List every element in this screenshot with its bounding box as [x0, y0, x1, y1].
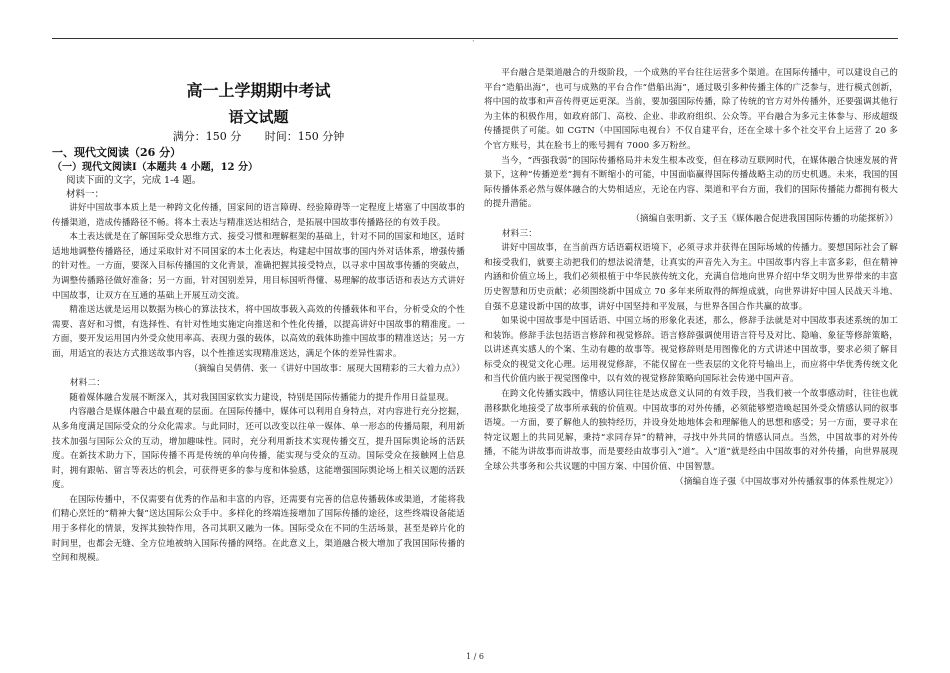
sub-heading: （一）现代文阅读Ⅰ（本题共 4 小题，12 分）	[52, 162, 258, 173]
paragraph: 内容融合是媒体融合中最直观的层面。在国际传播中，媒体可以利用自身特点，对内容进行充分挖掘，从多角度满足国际受众的分众化需求。与此同时，还可以改变以往单一媒体、单一形态的传播局限，利用新技术加强与国际公众的互动，增加趣味性。同时，充分利用新技术实现传播交互，提升国际舆论场的活跃度。在新技术助力下，国际传播不再是传统的单向传播，能实现与受众的互动。国际受众在接触网上信息时，拥有跟帖、留言等表达的机会，可获得更多的参与度和体验感，这能增强国际舆论场上相关议题的活跃度。	[52, 407, 465, 491]
paragraph: 讲好中国故事本质上是一种跨文化传播，国家间的语言障碍、经验障碍等一定程度上堵塞了中国故事的传播渠道，造成传播路径不畅。将本土表达与精准送达相结合，是拓展中国故事传播路径的有效手段。	[52, 203, 465, 228]
instruction: 阅读下面的文字，完成 1-4 题。	[66, 175, 202, 186]
paragraph: 平台融合是渠道融合的升级阶段，一个成熟的平台往往运营多个渠道。在国际传播中，可以建设自己的平台“造船出海”，也可与成熟的平台合作“借船出海”，通过吸引多种传播主体的广泛参与，进行模式创新，将中国的故事和声音传得更远更深。当前，要加强国际传播，除了传统的官方对外传播外，还要强调其他行为主体的积极作用，如政府部门、高校、企业、非政府组织、公众等。平台融合为多元主体参与、形成超级传播提供了可能。如 CGTN（中国国际电视台）不仅自建平台，还在全球十多个社交平台上运营了 20 多个官方账号，其在脸书上的账号拥有 7000 多万粉丝。	[484, 68, 898, 151]
exam-time: 时间：150 分钟	[264, 130, 345, 143]
paragraph: 在跨文化传播实践中，情感认同往往是达成意义认同的有效手段，当我们被一个故事感动时，往往也就潜移默化地接受了故事所承载的价值观。中国故事的对外传播，必须能够塑造唤起国外受众情感认同的叙事语境。一方面，要了解他人的独特经历，并设身处地地体会和理解他人的思想和感受；另一方面，要寻求在特定议题上的共同见解，秉持“求同存异”的精神，寻找中外共同的情感认同点。当然，中国故事的对外传播，不能为讲故事而讲故事，而是要经由故事引入“道”。入“道”就是经由中国故事的对外传播，向世界展现全球公共事务和公共议题的中国方案、中国价值、中国智慧。	[484, 389, 898, 473]
material1-source: （摘编自吴倩倩、张一《讲好中国故事：展现大国精彩的三大着力点》）	[189, 363, 465, 374]
exam-subject: 语文试题	[228, 108, 289, 126]
right-column-body	[484, 66, 898, 489]
paragraph: 当今，“西强我弱”的国际传播格局并未发生根本改变，但在移动互联网时代，在媒体融合快速发展的背景下，这种“传播逆差”拥有不断缩小的可能，中国面临赢得国际传播战略主动的历史机遇。未来，我国的国际传播体系必然与媒体融合的大势相适应，无论在内容、渠道和平台方面，我们的国际传播能力都拥有极大的提升潜能。	[484, 155, 898, 210]
paragraph: 在国际传播中，不仅需要有优秀的作品和丰富的内容，还需要有完善的信息传播载体或渠道，才能将我们精心烹饪的“精神大餐”送达国际公众手中。多样化的终端连接增加了国际传播的途径，这些终端设备能适用于多样化的情景，发挥其独特作用，各司其职又融为一体。国际受众在不同的生活场景，甚至是碎片化的时间里，也都会无缝、全方位地被纳入国际传播的网络。在此意义上，渠道融合极大增加了我国国际传播的空间和规模。	[52, 494, 465, 564]
top-rule	[52, 38, 898, 39]
header-mark: `	[472, 40, 476, 48]
material2-source: （摘编自张明新、文子玉《媒体融合促进我国国际传播的功能探析》）	[631, 213, 898, 224]
material1-body	[52, 201, 465, 566]
paragraph: 如果说中国故事是中国话语、中国立场的形象化表述，那么，修辞手法就是对中国故事表述系统的加工和装饰。修辞手法包括语言修辞和视觉修辞。语言修辞强调使用语言符号及对比、隐喻、象征等修辞策略，以讲述真实感人的个案、生动有趣的故事等。视觉修辞则是用图像化的方式讲述中国故事，要求必须了解目标受众的视觉文化心理。运用视觉修辞，不能仅留在一些表层的文化符号输出上，而应将中华优秀传统文化和当代价值内嵌于视觉图像中，以有效的视觉修辞策略向国际社会传递中国声音。	[484, 316, 898, 385]
paragraph: 随着媒体融合发展不断深入，其对我国国家软实力建设，特别是国际传播能力的提升作用日益显现。	[69, 392, 454, 403]
material1-label: 材料一：	[66, 189, 105, 200]
full-marks: 满分：150 分	[172, 130, 242, 143]
page-number: 1 / 6	[466, 652, 484, 661]
paragraph: 讲好中国故事，在当前西方话语霸权语境下，必须寻求并获得在国际场域的传播力。要想国际社会了解和接受我们，就要主动把我们的想法说清楚，让真实的声音先入为主。中国故事内容上丰富多彩，但在精神内涵和价值立场上，我们必须根植于中华民族传统文化，充满自信地向世界介绍中华文明为世界带来的丰富历史智慧和历史贡献；必须围绕新中国成立 70 多年来所取得的辉煌成就，向世界讲好中国人民战天斗地、自强不息建设新中国的故事，讲好中国坚持和平发展，与世界各国合作共赢的故事。	[484, 243, 898, 312]
material3-source: （摘编自连子强《中国故事对外传播叙事的体系性规定》）	[674, 476, 898, 487]
material3-label: 材料三：	[502, 228, 537, 239]
paragraph: 精准送达就是运用以数据为核心的算法技术，将中国故事载入高效的传播载体和平台，分析受众的个性需要、喜好和习惯，有选择性、有针对性地实施定向推送和个性化传播，以提高讲好中国故事的精准度。一方面，要开发运用国内外受众使用率高、表现力强的载体，以高效的载体助推中国故事的精准送达；另一方面，用适宜的表达方式推送故事内容，以个性推送实现精准送达，满足个体的差异性需求。	[52, 305, 465, 359]
material2-label: 材料二：	[70, 378, 105, 389]
exam-title: 高一上学期期中考试	[186, 81, 331, 100]
paragraph: 本土表达就是在了解国际受众思维方式、接受习惯和理解框架的基础上，针对不同的国家和地区，适时适地地调整传播路径，通过采取针对不同国家的本土化表达，构建起中国故事的国内外对话体系，增强传播的针对性。一方面，要深入目标传播国的文化背景，准确把握其接受特点，以寻求中国故事传播的突破点，为调整传播路径做好准备；另一方面，针对国别差异，用目标国听得懂、易理解的故事话语和表达方式讲好中国故事，让双方在互通的基础上开展互动交流。	[52, 232, 465, 301]
exam-meta	[52, 128, 465, 144]
section-heading: 一、现代文阅读（26 分）	[52, 146, 182, 159]
